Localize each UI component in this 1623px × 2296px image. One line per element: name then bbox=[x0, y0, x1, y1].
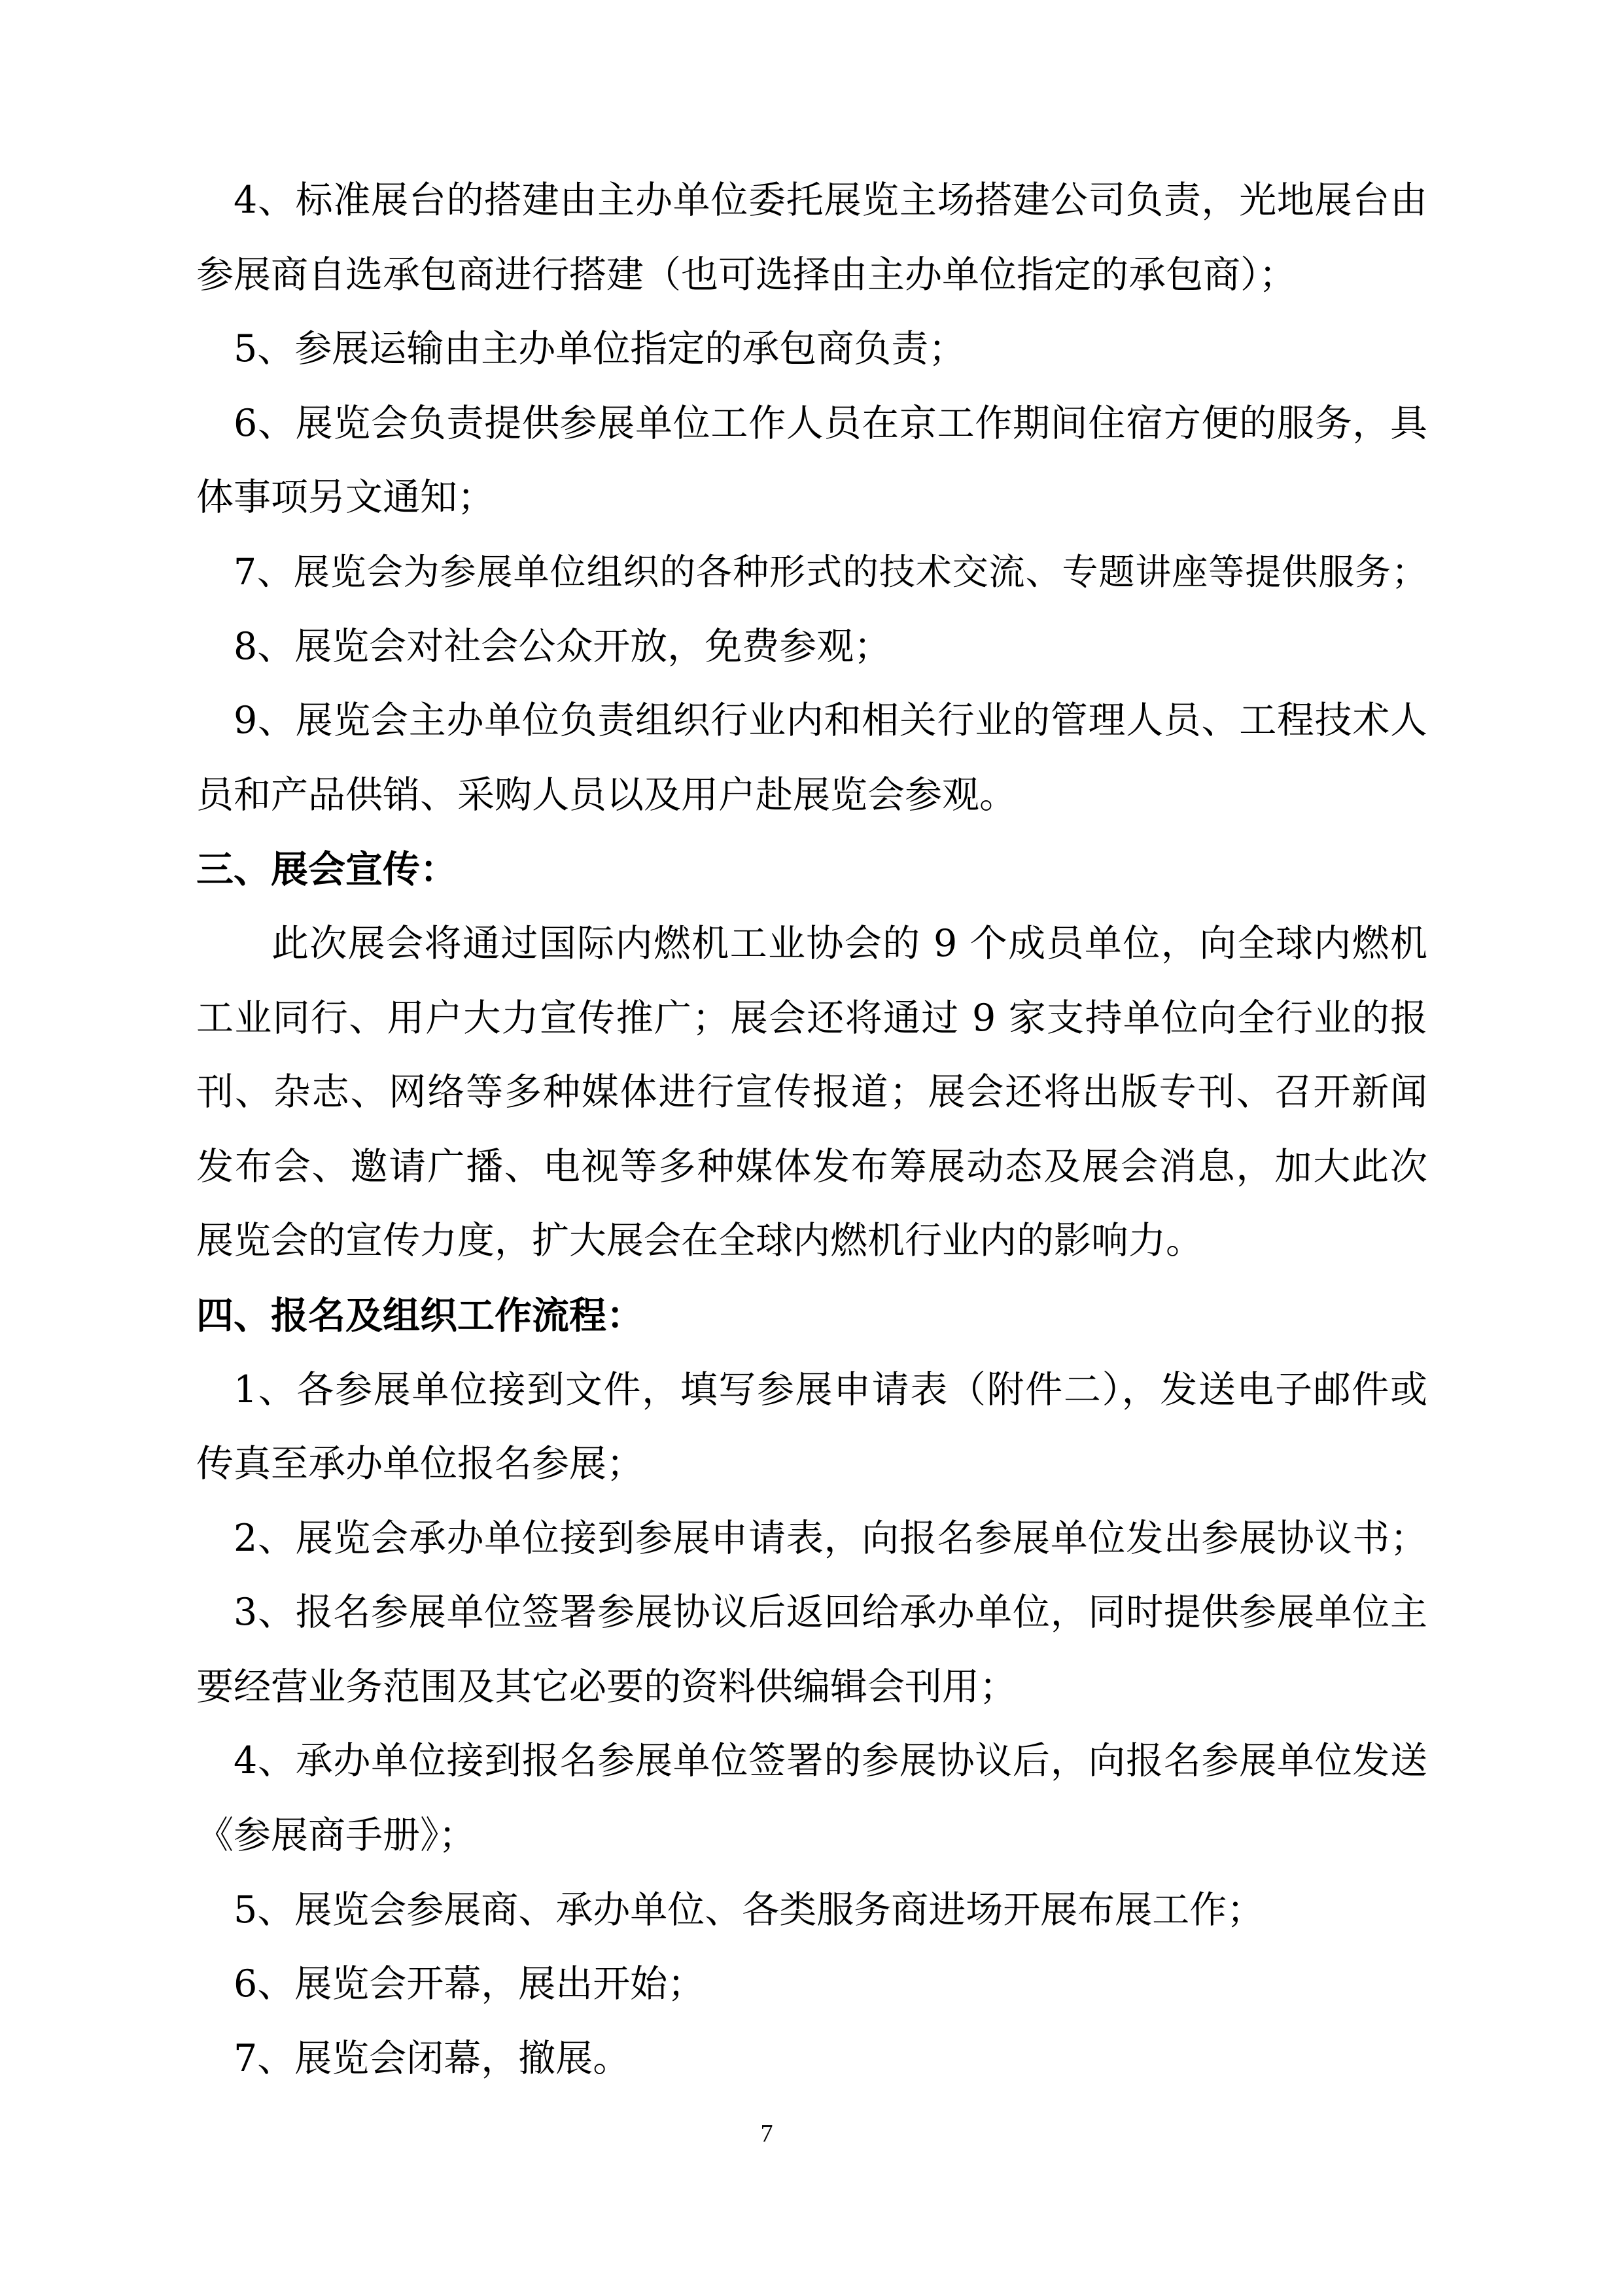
list-item-line: 5、参展运输由主办单位指定的承包商负责； bbox=[234, 327, 966, 371]
list-item-line: 9、展览会主办单位负责组织行业内和相关行业的管理人员、工程技术人 bbox=[234, 699, 1427, 743]
page-number: 7 bbox=[760, 2120, 773, 2147]
list-item-line: 1、各参展单位接到文件，填写参展申请表（附件二），发送电子邮件或 bbox=[234, 1368, 1427, 1411]
paragraph-line: 展览会的宣传力度，扩大展会在全球内燃机行业内的影响力。 bbox=[196, 1219, 1203, 1263]
paragraph-line: 此次展会将通过国际内燃机工业协会的 9 个成员单位，向全球内燃机 bbox=[271, 921, 1427, 965]
list-item-line: 7、展览会为参展单位组织的各种形式的技术交流、专题讲座等提供服务； bbox=[234, 550, 1427, 593]
document-body bbox=[196, 164, 1427, 2096]
list-item-line: 6、展览会开幕，展出开始； bbox=[234, 1962, 705, 2006]
section-heading-registration: 四、报名及组织工作流程： bbox=[196, 1293, 644, 1337]
paragraph-line: 发布会、邀请广播、电视等多种媒体发布筹展动态及展会消息，加大此次 bbox=[196, 1144, 1427, 1188]
list-item-line: 3、报名参展单位签署参展协议后返回给承办单位，同时提供参展单位主 bbox=[234, 1591, 1427, 1634]
list-item-line: 5、展览会参展商、承办单位、各类服务商进场开展布展工作； bbox=[234, 1888, 1265, 1932]
paragraph-line: 刊、杂志、网络等多种媒体进行宣传报道；展会还将出版专刊、召开新闻 bbox=[196, 1070, 1427, 1114]
list-item-continuation: 要经营业务范围及其它必要的资料供编辑会刊用； bbox=[196, 1665, 1017, 1708]
list-item-line: 6、展览会负责提供参展单位工作人员在京工作期间住宿方便的服务，具 bbox=[234, 401, 1427, 445]
list-item-continuation: 体事项另文通知； bbox=[196, 476, 495, 520]
list-item-continuation: 参展商自选承包商进行搭建（也可选择由主办单位指定的承包商）； bbox=[196, 253, 1297, 296]
list-item-continuation: 传真至承办单位报名参展； bbox=[196, 1442, 644, 1486]
list-item-line: 4、标准展台的搭建由主办单位委托展览主场搭建公司负责，光地展台由 bbox=[234, 179, 1427, 222]
list-item-line: 2、展览会承办单位接到参展申请表，向报名参展单位发出参展协议书； bbox=[234, 1516, 1427, 1560]
list-item-continuation: 《参展商手册》； bbox=[196, 1814, 476, 1858]
paragraph-line: 工业同行、用户大力宣传推广；展会还将通过 9 家支持单位向全行业的报 bbox=[196, 996, 1427, 1040]
list-item-line: 7、展览会闭幕，撤展。 bbox=[234, 2036, 631, 2080]
list-item-line: 4、承办单位接到报名参展单位签署的参展协议后，向报名参展单位发送 bbox=[234, 1739, 1427, 1783]
list-item-continuation: 员和产品供销、采购人员以及用户赴展览会参观。 bbox=[196, 773, 1017, 817]
list-item-line: 8、展览会对社会公众开放，免费参观； bbox=[234, 624, 892, 668]
section-heading-publicity: 三、展会宣传： bbox=[196, 847, 457, 892]
